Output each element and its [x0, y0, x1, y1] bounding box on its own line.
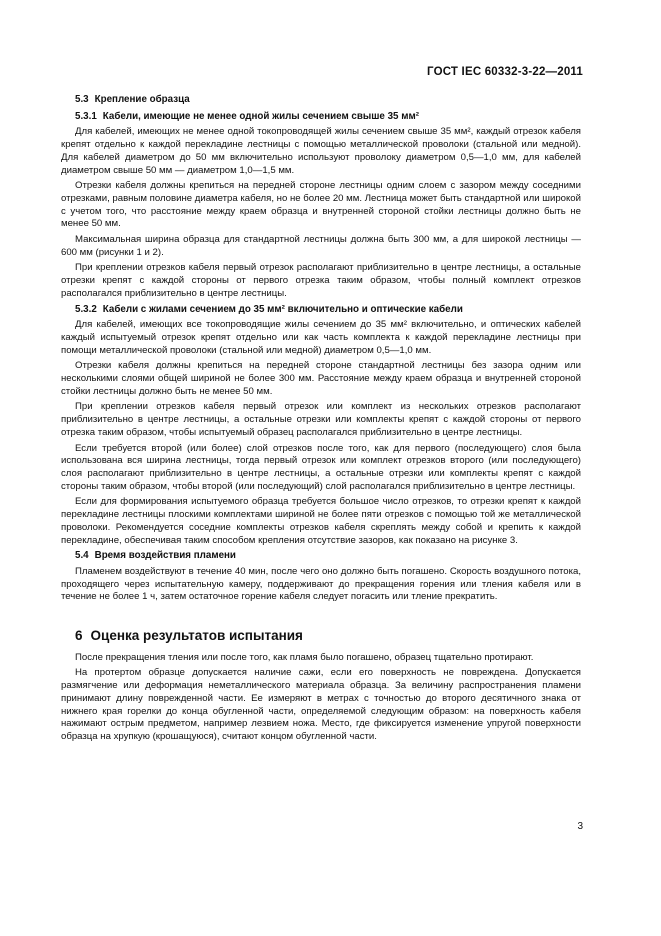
section-number: 6	[75, 628, 83, 644]
section-number: 5.3	[75, 94, 89, 105]
section-title: Оценка результатов испытания	[90, 628, 303, 644]
paragraph: Для кабелей, имеющих все токопроводящие жилы сечением до 35 мм² включительно, и оптических кабелей каждый испытуемый отрезок крепят отдельно или как часть комплекта к каждой перекладине лестницы при помощи металлической проволоки (стальной или медной) диаметром 0,5—1,0 мм.	[61, 319, 581, 356]
section-5-3-1-heading	[75, 111, 581, 124]
section-title: Время воздействия пламени	[94, 550, 236, 562]
paragraph: Максимальная ширина образца для стандартной лестницы должна быть 300 мм, а для широкой лестницы — 600 мм (рисунки 1 и 2).	[61, 234, 581, 258]
section-title: Кабели с жилами сечением до 35 мм² включительно и оптические кабели	[102, 303, 463, 315]
section-title: Крепление образца	[94, 94, 190, 105]
paragraph: Пламенем воздействуют в течение 40 мин, после чего оно должно быть погашено. Скорость воздушного потока, проходящего через испытательную камеру, поддерживают до прекращения горения или тления кабеля или в течение не более 1 ч, затем остаточное горение кабеля следует погасить или тление прекратить.	[61, 565, 581, 603]
paragraph: При креплении отрезков кабеля первый отрезок располагают приблизительно в центре лестницы, а остальные отрезки крепят с каждой стороны от первого отрезка таким образом, чтобы полный комплект отрезков располагался приблизительно в центре лестницы.	[61, 262, 581, 299]
paragraph: При креплении отрезков кабеля первый отрезок или комплект из нескольких отрезков располагают приблизительно в центре лестницы, а остальные отрезки или комплекты крепят с каждой стороны от первого отрезка таким образом, чтобы испытуемый образец располагался приблизительно в центре лестницы.	[61, 401, 581, 438]
paragraph: Отрезки кабеля должны крепиться на передней стороне стандартной лестницы без зазора одним или несколькими слоями общей шириной не более 300 мм. Расстояние между краем образца и внутренней стороной стойки лестницы должно быть не менее 50 мм.	[61, 360, 581, 397]
section-5-3-2-heading	[75, 304, 581, 317]
section-number: 5.4	[75, 550, 89, 562]
paragraph: Отрезки кабеля должны крепиться на передней стороне лестницы одним слоем с зазором между соседними отрезками, равным половине диаметра кабеля, но не более 20 мм. Лестница может быть стандартной или широкой с учетом того, что расстояние между краем образца и внутренней стороной стойки лестницы должно быть не менее 50 мм.	[61, 180, 581, 230]
paragraph: Если требуется второй (или более) слой отрезков после того, как для первого (последующего) слоя была использована вся ширина лестницы, тогда первый отрезок или комплект отрезков второго (или последующего) слоя располагают приблизительно в центре лестницы, а остальные отрезки или комплекты крепят с каждой стороны таким образом, чтобы второй (или последующий) слой располагался приблизительно в центре лестницы.	[61, 442, 581, 492]
page-number: 3	[577, 821, 583, 832]
section-5-4-heading	[75, 550, 581, 563]
section-number: 5.3.1	[75, 110, 97, 122]
section-6-heading	[75, 630, 581, 643]
paragraph: Если для формирования испытуемого образца требуется большое число отрезков, то отрезки крепят к каждой перекладине лестницы плоскими комплектами шириной не более пяти отрезков с помощью той же металлической проволоки. Рекомендуется соседние комплекты отрезков кабеля скреплять между собой и крепить к каждой перекладине, обеспечивая таким способом крепления отсутствие зазоров, как показано на рисунке 3.	[61, 496, 581, 546]
document-body	[61, 94, 581, 747]
section-5-3-heading	[75, 94, 581, 107]
section-title: Кабели, имеющие не менее одной жилы сечением свыше 35 мм²	[102, 110, 419, 122]
paragraph: После прекращения тления или после того, как пламя было погашено, образец тщательно протирают.	[75, 651, 534, 663]
paragraph: Для кабелей, имеющих не менее одной токопроводящей жилы сечением свыше 35 мм², каждый отрезок кабеля крепят отдельно к каждой перекладине лестницы с помощью металлической проволоки (стальной или медной). Для кабелей диаметром до 50 мм включительно используют проволоку диаметром 0,5—1,0 мм, для кабелей диаметром свыше 50 мм — диаметром 1,0—1,5 мм.	[61, 126, 581, 176]
section-number: 5.3.2	[75, 303, 97, 315]
paragraph: На протертом образце допускается наличие сажи, если его поверхность не повреждена. Допускается размягчение или деформация неметаллического материала образца. За величину распространения пламени принимают длину поврежденной части. Ее измеряют в метрах с точностью до второго десятичного знака от нижнего края горелки до конца обугленной части, определяемой следующим образом: на поверхность кабеля нажимают острым предметом, например лезвием ножа. Место, где фиксируется изменение упругой поверхности образца на хрупкую (крошащуюся), считают концом обугленной части.	[61, 667, 581, 742]
document-header: ГОСТ IEC 60332-3-22—2011	[427, 66, 583, 78]
